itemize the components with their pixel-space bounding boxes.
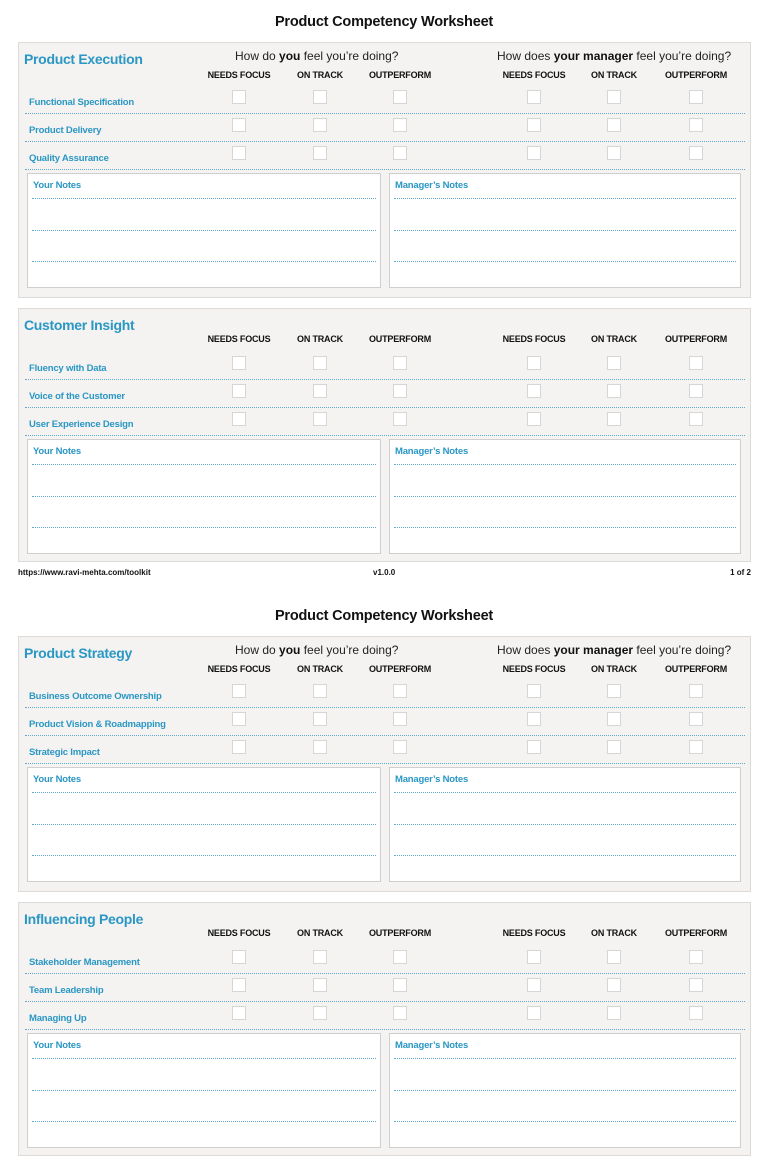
notes-title: Your Notes xyxy=(33,774,81,785)
column-header: ON TRACK xyxy=(591,70,637,80)
competency-row xyxy=(25,142,745,170)
manager-rating-checkbox[interactable] xyxy=(607,118,621,132)
note-line xyxy=(32,230,376,231)
column-header: OUTPERFORM xyxy=(665,664,727,674)
column-header: NEEDS FOCUS xyxy=(502,928,566,938)
manager-rating-checkbox[interactable] xyxy=(607,384,621,398)
manager-rating-checkbox[interactable] xyxy=(527,146,541,160)
competency-label: Functional Specification xyxy=(29,97,134,108)
manager-assessment-question xyxy=(497,49,731,63)
column-header: NEEDS FOCUS xyxy=(207,928,271,938)
manager-rating-checkbox[interactable] xyxy=(527,712,541,726)
self-rating-checkbox[interactable] xyxy=(313,978,327,992)
notes-title: Your Notes xyxy=(33,446,81,457)
self-rating-checkbox[interactable] xyxy=(232,712,246,726)
note-line xyxy=(394,261,736,262)
question-emphasis: your manager xyxy=(553,49,634,63)
competency-row xyxy=(25,946,745,974)
competency-row xyxy=(25,408,745,436)
manager-rating-checkbox[interactable] xyxy=(689,356,703,370)
note-line xyxy=(32,824,376,825)
self-rating-checkbox[interactable] xyxy=(393,950,407,964)
self-rating-checkbox[interactable] xyxy=(232,950,246,964)
column-header: OUTPERFORM xyxy=(665,928,727,938)
competency-row xyxy=(25,974,745,1002)
manager-rating-checkbox[interactable] xyxy=(527,978,541,992)
column-header: OUTPERFORM xyxy=(665,334,727,344)
manager-rating-checkbox[interactable] xyxy=(607,1006,621,1020)
column-header: ON TRACK xyxy=(297,70,343,80)
self-rating-checkbox[interactable] xyxy=(393,712,407,726)
competency-label: Quality Assurance xyxy=(29,153,109,164)
column-header: ON TRACK xyxy=(591,664,637,674)
self-rating-checkbox[interactable] xyxy=(313,712,327,726)
note-line xyxy=(32,1121,376,1122)
column-header: ON TRACK xyxy=(591,334,637,344)
question-emphasis: your manager xyxy=(553,643,634,657)
column-header: NEEDS FOCUS xyxy=(207,664,271,674)
question-text: feel you’re doing? xyxy=(633,49,732,63)
question-text: feel you’re doing? xyxy=(633,643,732,657)
column-header: ON TRACK xyxy=(297,664,343,674)
manager-rating-checkbox[interactable] xyxy=(689,384,703,398)
question-text: How does xyxy=(497,643,554,657)
managers-notes-box[interactable] xyxy=(389,1033,741,1148)
self-rating-checkbox[interactable] xyxy=(232,740,246,754)
column-header: OUTPERFORM xyxy=(369,664,431,674)
manager-rating-checkbox[interactable] xyxy=(527,1006,541,1020)
column-header: NEEDS FOCUS xyxy=(207,70,271,80)
note-line xyxy=(394,1058,736,1059)
self-rating-checkbox[interactable] xyxy=(393,740,407,754)
column-header: ON TRACK xyxy=(297,334,343,344)
manager-assessment-question xyxy=(497,643,731,657)
competency-row xyxy=(25,352,745,380)
notes-title: Manager’s Notes xyxy=(395,774,469,785)
column-header: OUTPERFORM xyxy=(369,334,431,344)
notes-title: Manager’s Notes xyxy=(395,1040,469,1051)
column-header: NEEDS FOCUS xyxy=(502,70,566,80)
self-rating-checkbox[interactable] xyxy=(232,1006,246,1020)
question-emphasis: you xyxy=(279,49,301,63)
manager-rating-checkbox[interactable] xyxy=(527,384,541,398)
self-rating-checkbox[interactable] xyxy=(232,978,246,992)
competency-label: Voice of the Customer xyxy=(29,391,125,402)
self-rating-checkbox[interactable] xyxy=(393,90,407,104)
manager-rating-checkbox[interactable] xyxy=(689,684,703,698)
self-rating-checkbox[interactable] xyxy=(313,118,327,132)
manager-rating-checkbox[interactable] xyxy=(527,684,541,698)
footer-version: v1.0.0 xyxy=(373,568,396,577)
section-title: Product Strategy xyxy=(24,645,132,661)
question-text: How does xyxy=(497,49,554,63)
competency-label: Stakeholder Management xyxy=(29,957,140,968)
note-line xyxy=(394,1121,736,1122)
self-rating-checkbox[interactable] xyxy=(232,384,246,398)
self-rating-checkbox[interactable] xyxy=(313,684,327,698)
note-line xyxy=(32,527,376,528)
notes-title: Your Notes xyxy=(33,1040,81,1051)
competency-section xyxy=(18,308,751,562)
self-rating-checkbox[interactable] xyxy=(393,412,407,426)
self-rating-checkbox[interactable] xyxy=(393,118,407,132)
your-notes-box[interactable] xyxy=(27,439,381,554)
self-rating-checkbox[interactable] xyxy=(313,412,327,426)
manager-rating-checkbox[interactable] xyxy=(607,356,621,370)
question-text: feel you’re doing? xyxy=(300,49,399,63)
your-notes-box[interactable] xyxy=(27,767,381,882)
manager-rating-checkbox[interactable] xyxy=(527,950,541,964)
column-header: NEEDS FOCUS xyxy=(502,664,566,674)
manager-rating-checkbox[interactable] xyxy=(607,684,621,698)
note-line xyxy=(394,496,736,497)
self-rating-checkbox[interactable] xyxy=(393,356,407,370)
manager-rating-checkbox[interactable] xyxy=(689,978,703,992)
manager-rating-checkbox[interactable] xyxy=(527,90,541,104)
manager-rating-checkbox[interactable] xyxy=(607,412,621,426)
self-rating-checkbox[interactable] xyxy=(393,146,407,160)
manager-rating-checkbox[interactable] xyxy=(689,118,703,132)
self-rating-checkbox[interactable] xyxy=(313,384,327,398)
manager-rating-checkbox[interactable] xyxy=(527,740,541,754)
competency-label: Product Vision & Roadmapping xyxy=(29,719,166,730)
self-rating-checkbox[interactable] xyxy=(313,740,327,754)
competency-section xyxy=(18,42,751,298)
page-title: Product Competency Worksheet xyxy=(274,14,494,30)
manager-rating-checkbox[interactable] xyxy=(607,950,621,964)
note-line xyxy=(394,464,736,465)
column-header: NEEDS FOCUS xyxy=(502,334,566,344)
note-line xyxy=(394,855,736,856)
self-rating-checkbox[interactable] xyxy=(232,356,246,370)
note-line xyxy=(32,198,376,199)
competency-row xyxy=(25,680,745,708)
note-line xyxy=(394,527,736,528)
competency-label: Product Delivery xyxy=(29,125,102,136)
notes-title: Manager’s Notes xyxy=(395,180,469,191)
self-rating-checkbox[interactable] xyxy=(393,684,407,698)
managers-notes-box[interactable] xyxy=(389,767,741,882)
self-rating-checkbox[interactable] xyxy=(232,118,246,132)
competency-label: Fluency with Data xyxy=(29,363,107,374)
note-line xyxy=(32,496,376,497)
column-header: OUTPERFORM xyxy=(369,928,431,938)
manager-rating-checkbox[interactable] xyxy=(689,712,703,726)
note-line xyxy=(32,1058,376,1059)
competency-section xyxy=(18,636,751,892)
self-rating-checkbox[interactable] xyxy=(313,146,327,160)
manager-rating-checkbox[interactable] xyxy=(607,90,621,104)
manager-rating-checkbox[interactable] xyxy=(527,356,541,370)
manager-rating-checkbox[interactable] xyxy=(689,950,703,964)
column-header: ON TRACK xyxy=(591,928,637,938)
competency-row xyxy=(25,1002,745,1030)
self-rating-checkbox[interactable] xyxy=(232,684,246,698)
self-rating-checkbox[interactable] xyxy=(313,356,327,370)
managers-notes-box[interactable] xyxy=(389,439,741,554)
self-rating-checkbox[interactable] xyxy=(393,384,407,398)
manager-rating-checkbox[interactable] xyxy=(689,146,703,160)
note-line xyxy=(394,792,736,793)
section-title: Influencing People xyxy=(24,911,144,927)
question-emphasis: you xyxy=(279,643,301,657)
self-rating-checkbox[interactable] xyxy=(313,1006,327,1020)
manager-rating-checkbox[interactable] xyxy=(607,712,621,726)
self-rating-checkbox[interactable] xyxy=(232,412,246,426)
self-rating-checkbox[interactable] xyxy=(393,1006,407,1020)
competency-row xyxy=(25,86,745,114)
competency-label: Strategic Impact xyxy=(29,747,100,758)
question-text: feel you’re doing? xyxy=(300,643,399,657)
competency-label: User Experience Design xyxy=(29,419,134,430)
column-header: ON TRACK xyxy=(297,928,343,938)
manager-rating-checkbox[interactable] xyxy=(689,1006,703,1020)
manager-rating-checkbox[interactable] xyxy=(607,146,621,160)
competency-label: Team Leadership xyxy=(29,985,104,996)
manager-rating-checkbox[interactable] xyxy=(607,740,621,754)
self-assessment-question xyxy=(235,643,398,657)
notes-title: Manager’s Notes xyxy=(395,446,469,457)
competency-label: Business Outcome Ownership xyxy=(29,691,162,702)
note-line xyxy=(32,261,376,262)
footer-url: https://www.ravi-mehta.com/toolkit xyxy=(18,568,151,577)
competency-row xyxy=(25,708,745,736)
your-notes-box[interactable] xyxy=(27,1033,381,1148)
competency-section xyxy=(18,902,751,1156)
section-title: Product Execution xyxy=(24,51,143,67)
footer-page-number: 1 of 2 xyxy=(730,568,751,577)
manager-rating-checkbox[interactable] xyxy=(527,118,541,132)
column-header: NEEDS FOCUS xyxy=(207,334,271,344)
self-rating-checkbox[interactable] xyxy=(313,950,327,964)
notes-title: Your Notes xyxy=(33,180,81,191)
column-header: OUTPERFORM xyxy=(369,70,431,80)
competency-row xyxy=(25,380,745,408)
note-line xyxy=(32,855,376,856)
question-text: How do xyxy=(235,49,280,63)
manager-rating-checkbox[interactable] xyxy=(607,978,621,992)
note-line xyxy=(394,824,736,825)
note-line xyxy=(394,198,736,199)
self-assessment-question xyxy=(235,49,398,63)
manager-rating-checkbox[interactable] xyxy=(527,412,541,426)
competency-row xyxy=(25,114,745,142)
question-text: How do xyxy=(235,643,280,657)
your-notes-box[interactable] xyxy=(27,173,381,288)
note-line xyxy=(32,792,376,793)
self-rating-checkbox[interactable] xyxy=(313,90,327,104)
self-rating-checkbox[interactable] xyxy=(232,90,246,104)
section-title: Customer Insight xyxy=(24,317,135,333)
self-rating-checkbox[interactable] xyxy=(393,978,407,992)
manager-rating-checkbox[interactable] xyxy=(689,412,703,426)
note-line xyxy=(32,1090,376,1091)
manager-rating-checkbox[interactable] xyxy=(689,90,703,104)
self-rating-checkbox[interactable] xyxy=(232,146,246,160)
column-header: OUTPERFORM xyxy=(665,70,727,80)
note-line xyxy=(394,1090,736,1091)
competency-row xyxy=(25,736,745,764)
manager-rating-checkbox[interactable] xyxy=(689,740,703,754)
competency-label: Managing Up xyxy=(29,1013,87,1024)
note-line xyxy=(394,230,736,231)
page-title: Product Competency Worksheet xyxy=(274,608,494,624)
note-line xyxy=(32,464,376,465)
managers-notes-box[interactable] xyxy=(389,173,741,288)
